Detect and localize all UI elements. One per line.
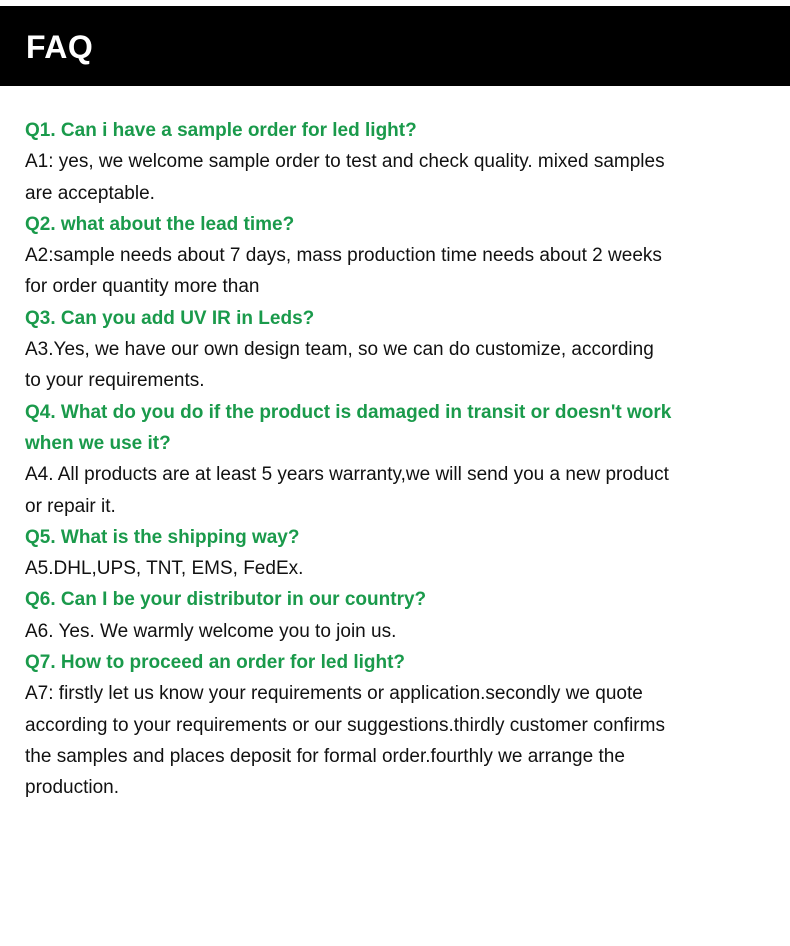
faq-answer-line: A4. All products are at least 5 years warranty,we will send you a new product bbox=[25, 464, 669, 486]
page-title: FAQ bbox=[26, 29, 94, 65]
faq-answer-line: A1: yes, we welcome sample order to test and check quality. mixed samples bbox=[25, 151, 665, 173]
faq-header-bar bbox=[0, 6, 790, 86]
faq-item-q1 bbox=[25, 115, 765, 209]
faq-answer-line: the samples and places deposit for formal order.fourthly we arrange the bbox=[25, 745, 625, 767]
faq-question: Q2. what about the lead time? bbox=[25, 213, 295, 235]
faq-item-q3 bbox=[25, 303, 765, 397]
faq-item-q6 bbox=[25, 584, 765, 647]
faq-answer-line: are acceptable. bbox=[25, 182, 155, 204]
faq-answer-line: to your requirements. bbox=[25, 370, 205, 392]
faq-answer-line: according to your requirements or our suggestions.thirdly customer confirms bbox=[25, 714, 665, 736]
faq-question: Q1. Can i have a sample order for led light? bbox=[25, 120, 417, 141]
faq-answer-line: A6. Yes. We warmly welcome you to join us. bbox=[25, 620, 397, 642]
faq-question: Q6. Can I be your distributor in our country? bbox=[25, 589, 427, 611]
faq-answer-line: or repair it. bbox=[25, 495, 116, 517]
faq-item-q7 bbox=[25, 647, 765, 803]
faq-question-line: Q4. What do you do if the product is damaged in transit or doesn't work bbox=[25, 401, 672, 423]
faq-question: Q5. What is the shipping way? bbox=[25, 526, 300, 548]
faq-item-q4 bbox=[25, 397, 765, 522]
faq-answer-line: A2:sample needs about 7 days, mass production time needs about 2 weeks bbox=[25, 245, 662, 267]
faq-question-line: when we use it? bbox=[25, 432, 171, 454]
faq-answer-line: for order quantity more than bbox=[25, 276, 260, 298]
faq-question: Q3. Can you add UV IR in Leds? bbox=[25, 307, 315, 329]
faq-question: Q7. How to proceed an order for led light? bbox=[25, 652, 406, 674]
faq-item-q2 bbox=[25, 209, 765, 303]
faq-answer-line: A5.DHL,UPS, TNT, EMS, FedEx. bbox=[25, 558, 304, 580]
faq-list bbox=[25, 115, 765, 804]
faq-answer-line: A3.Yes, we have our own design team, so we can do customize, according bbox=[25, 339, 654, 361]
faq-answer-line: production. bbox=[25, 777, 120, 799]
faq-answer-line: A7: firstly let us know your requirements or application.secondly we quote bbox=[25, 683, 643, 705]
faq-item-q5 bbox=[25, 522, 765, 585]
